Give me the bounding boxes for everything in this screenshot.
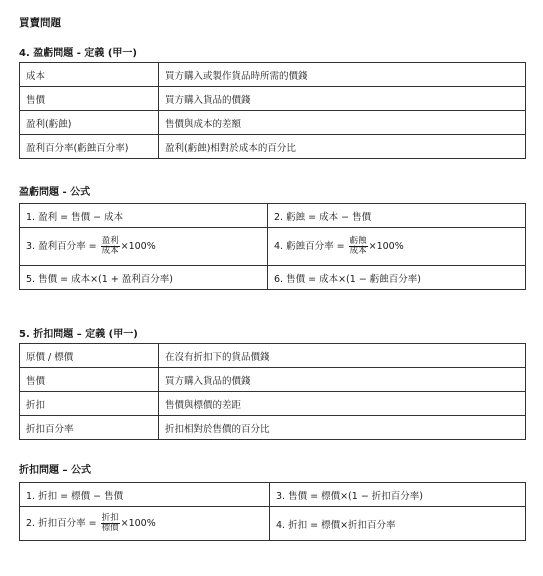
formula-tail: ×100% (120, 241, 156, 252)
formula-cell: 1. 折扣 = 標價 − 售價 (20, 483, 270, 507)
formula-cell (20, 228, 268, 266)
profit-formula-table (19, 203, 526, 290)
description-cell: 在沒有折扣下的貨品價錢 (159, 344, 526, 368)
fraction-denominator: 成本 (349, 246, 367, 256)
table-row (20, 368, 526, 392)
formula-cell: 1. 盈利 = 售價 − 成本 (20, 204, 268, 228)
description-cell: 買方購入貨品的價錢 (159, 87, 526, 111)
table-row (20, 483, 526, 507)
formula-label: 2. 折扣百分率 = (26, 518, 97, 529)
profit-definition-table (19, 62, 526, 159)
fraction-numerator: 折扣 (101, 513, 119, 524)
formula-cell: 3. 售價 = 標價×(1 − 折扣百分率) (270, 483, 526, 507)
discount-definition-table (19, 343, 526, 440)
term-cell: 成本 (20, 63, 159, 87)
formula-tail: ×100% (368, 241, 404, 252)
fraction (349, 237, 368, 256)
fraction-numerator: 虧蝕 (349, 236, 367, 247)
formula-label: 3. 盈利百分率 = (26, 241, 97, 252)
table-row (20, 228, 526, 266)
profit-formula-heading: 盈虧問題 - 公式 (19, 187, 91, 198)
description-cell: 買方購入或製作貨品時所需的價錢 (159, 63, 526, 87)
table-row (20, 135, 526, 159)
formula-cell (268, 228, 526, 266)
table-row (20, 507, 526, 541)
table-row (20, 111, 526, 135)
fraction (101, 237, 120, 256)
discount-formula-heading: 折扣問題 – 公式 (19, 465, 91, 476)
term-cell: 盈利百分率(虧蝕百分率) (20, 135, 159, 159)
table-row (20, 266, 526, 290)
table-row (20, 63, 526, 87)
discount-formula-table (19, 482, 526, 541)
table-row (20, 416, 526, 440)
document-title: 買賣問題 (19, 17, 61, 29)
fraction-denominator: 成本 (101, 246, 119, 256)
term-cell: 盈利(虧蝕) (20, 111, 159, 135)
fraction (101, 514, 120, 533)
term-cell: 售價 (20, 368, 159, 392)
formula-cell: 2. 虧蝕 = 成本 − 售價 (268, 204, 526, 228)
profit-definition-heading: 4. 盈虧問題 - 定義 (甲一) (19, 48, 137, 59)
fraction-numerator: 盈利 (101, 236, 119, 247)
formula-cell: 4. 折扣 = 標價×折扣百分率 (270, 507, 526, 541)
term-cell: 折扣百分率 (20, 416, 159, 440)
description-cell: 買方購入貨品的價錢 (159, 368, 526, 392)
term-cell: 折扣 (20, 392, 159, 416)
fraction-denominator: 標價 (101, 523, 119, 533)
formula-tail: ×100% (120, 518, 156, 529)
table-row (20, 204, 526, 228)
table-row (20, 87, 526, 111)
discount-definition-heading: 5. 折扣問題 – 定義 (甲一) (19, 329, 138, 340)
term-cell: 原價 / 標價 (20, 344, 159, 368)
description-cell: 盈利(虧蝕)相對於成本的百分比 (159, 135, 526, 159)
formula-cell (20, 507, 270, 541)
term-cell: 售價 (20, 87, 159, 111)
description-cell: 折扣相對於售價的百分比 (159, 416, 526, 440)
description-cell: 售價與成本的差額 (159, 111, 526, 135)
table-row (20, 344, 526, 368)
formula-label: 4. 虧蝕百分率 = (274, 241, 345, 252)
table-row (20, 392, 526, 416)
formula-cell: 5. 售價 = 成本×(1 + 盈利百分率) (20, 266, 268, 290)
description-cell: 售價與標價的差距 (159, 392, 526, 416)
formula-cell: 6. 售價 = 成本×(1 − 虧蝕百分率) (268, 266, 526, 290)
